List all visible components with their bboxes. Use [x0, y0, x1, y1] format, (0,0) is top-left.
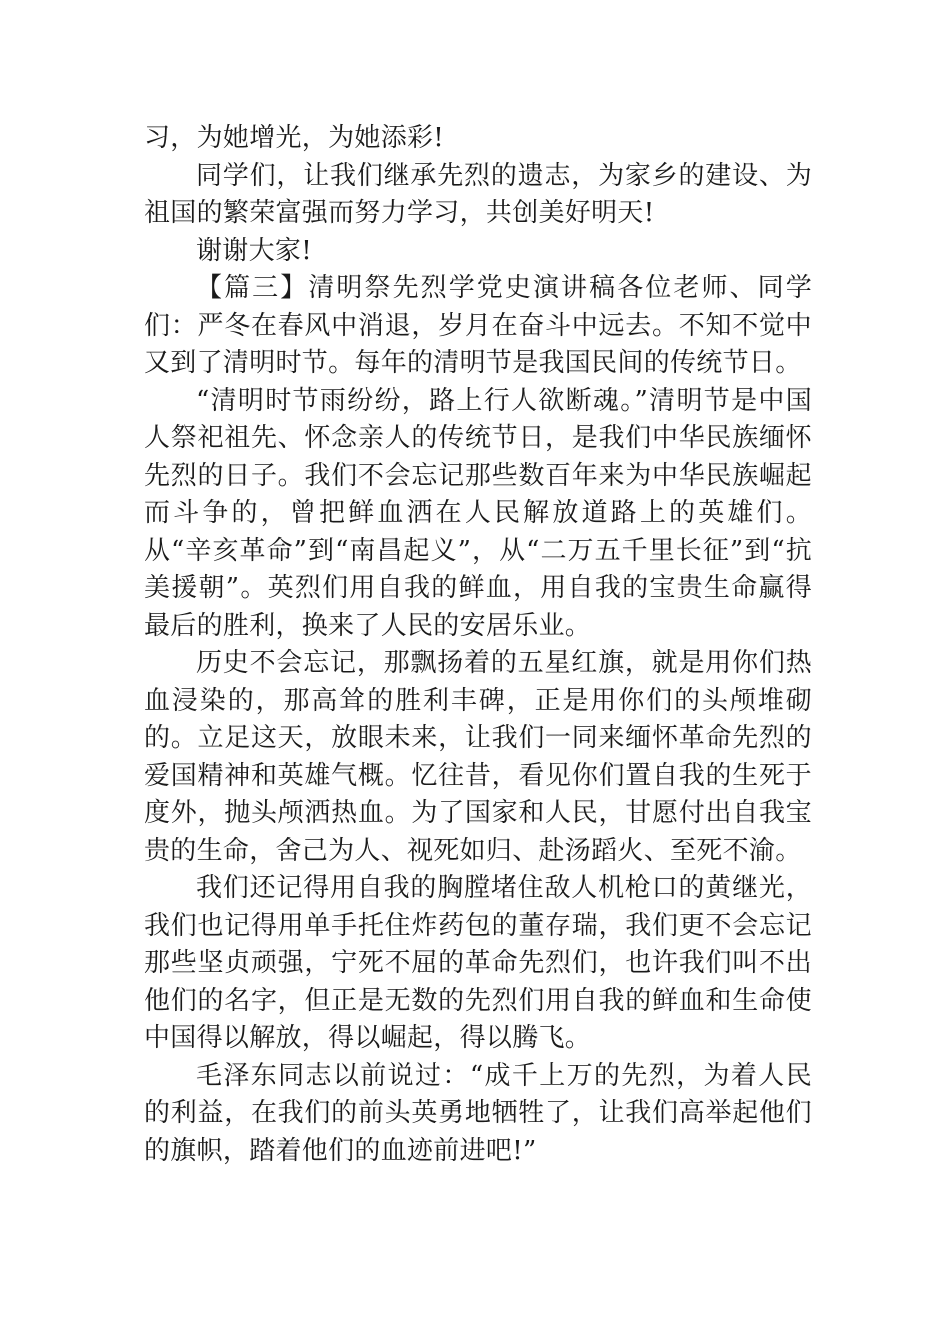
paragraph-thanks: 谢谢大家!	[196, 235, 312, 266]
paragraph-section-three-intro: 【篇三】清明祭先烈学党史演讲稿各位老师、同学们：严冬在春风中消退，岁月在奋斗中远去。不知不觉中又到了清明时节。每年的清明节是我国民间的传统节日。	[144, 273, 812, 378]
paragraph-history: 历史不会忘记，那飘扬着的五星红旗，就是用你们热血浸染的，那高耸的胜利丰碑，正是用你们的头颅堆砌的。立足这天，放眼未来，让我们一同来缅怀革命先烈的爱国精神和英雄气概。忆往昔，看见你们置自我的生死于度外，抛头颅洒热血。为了国家和人民，甘愿付出自我宝贵的生命，舍己为人、视死如归、赴汤蹈火、至死不渝。	[144, 648, 812, 866]
paragraph-qingming-poem: “清明时节雨纷纷，路上行人欲断魂。”清明节是中国人祭祀祖先、怀念亲人的传统节日，是我们中华民族缅怀先烈的日子。我们不会忘记那些数百年来为中华民族崛起而斗争的，曾把鲜血洒在人民解放道路上的英雄们。从“辛亥革命”到“南昌起义”，从“二万五千里长征”到“抗美援朝”。英烈们用自我的鲜血，用自我的宝贵生命赢得最后的胜利，换来了人民的安居乐业。	[144, 385, 812, 641]
paragraph-mao-quote: 毛泽东同志以前说过：“成千上万的先烈，为着人民的利益，在我们的前头英勇地牺牲了，让我们高举起他们的旗帜，踏着他们的血迹前进吧!”	[144, 1060, 812, 1166]
paragraph-continuation: 习，为她增光，为她添彩!	[144, 123, 445, 153]
paragraph-classmates-appeal: 同学们，让我们继承先烈的遗志，为家乡的建设、为祖国的繁荣富强而努力学习，共创美好明天!	[144, 160, 812, 228]
paragraph-heroes: 我们还记得用自我的胸膛堵住敌人机枪口的黄继光，我们也记得用单手托住炸药包的董存瑞，我们更不会忘记那些坚贞顽强，宁死不屈的革命先烈们，也许我们叫不出他们的名字，但正是无数的先烈们用自我的鲜血和生命使中国得以解放，得以崛起，得以腾飞。	[144, 873, 812, 1053]
document-body	[144, 120, 812, 1170]
